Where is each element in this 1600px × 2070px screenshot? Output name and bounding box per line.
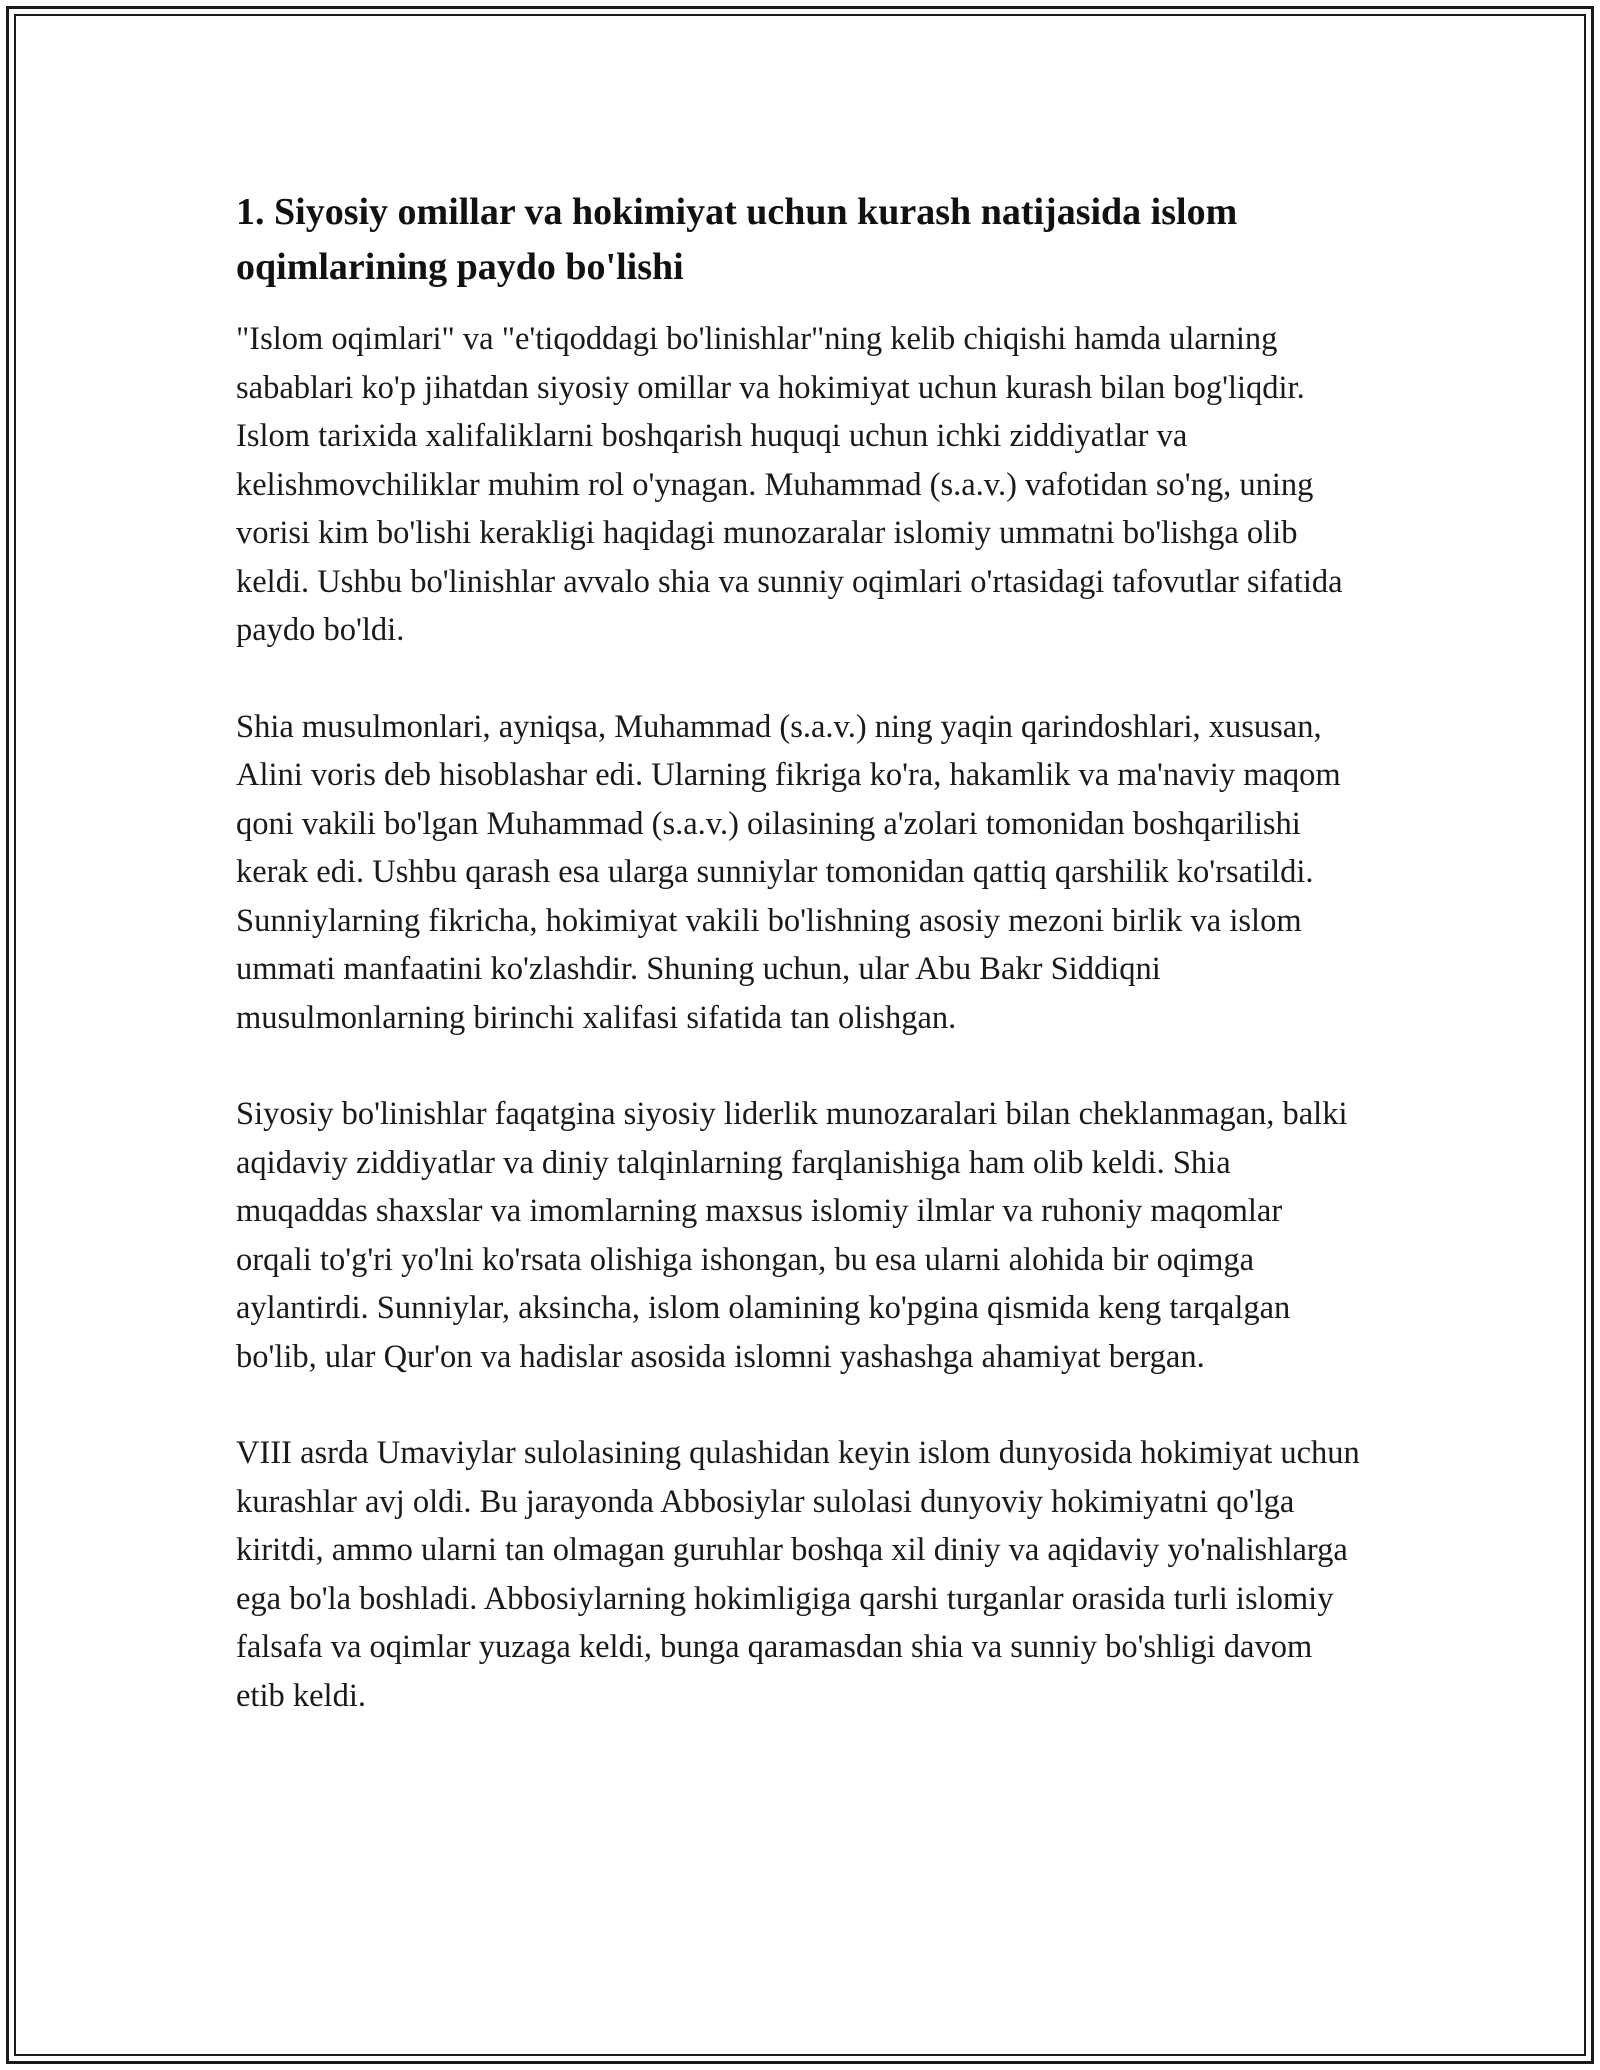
paragraph-3: Siyosiy bo'linishlar faqatgina siyosiy liderlik munozaralari bilan cheklanmagan, balki aqidaviy ziddiyatlar va diniy talqinlarning farqlanishiga ham olib keldi. Shia muqaddas shaxslar va imomlarning maxsus islomiy ilmlar va ruhoniy maqomlar orqali to'g'ri yo'lni ko'rsata olishiga ishongan, bu esa ularni alohida bir oqimga aylantirdi. Sunniylar, aksincha, islom olamining ko'pgina qismida keng tarqalgan bo'lib, ular Qur'on va hadislar asosida islomni yashashga ahamiyat bergan.	[236, 1096, 1348, 1375]
paragraph-4: VIII asrda Umaviylar sulolasining qulashidan keyin islom dunyosida hokimiyat uchun kurashlar avj oldi. Bu jarayonda Abbosiylar sulolasi dunyoviy hokimiyatni qo'lga kiritdi, ammo ularni tan olmagan guruhlar boshqa xil diniy va aqidaviy yo'nalishlarga ega bo'la boshladi. Abbosiylarning hokimligiga qarshi turganlar orasida turli islomiy falsafa va oqimlar yuzaga keldi, bunga qaramasdan shia va sunniy bo'shligi davom etib keldi.	[236, 1435, 1360, 1714]
paragraph-1: "Islom oqimlari" va "e'tiqoddagi bo'linishlar"ning kelib chiqishi hamda ularning sabablari ko'p jihatdan siyosiy omillar va hokimiyat uchun kurash bilan bog'liqdir. Islom tarixida xalifaliklarni boshqarish huquqi uchun ichki ziddiyatlar va kelishmovchiliklar muhim rol o'ynagan. Muhammad (s.a.v.) vafotidan so'ng, uning vorisi kim bo'lishi kerakligi haqidagi munozaralar islomiy ummatni bo'lishga olib keldi. Ushbu bo'linishlar avvalo shia va sunniy oqimlari o'rtasidagi tafovutlar sifatida paydo bo'ldi.	[236, 321, 1343, 648]
section-heading: 1. Siyosiy omillar va hokimiyat uchun kurash natijasida islom oqimlarining paydo bo'lishi	[236, 191, 1238, 288]
paragraph-2: Shia musulmonlari, ayniqsa, Muhammad (s.a.v.) ning yaqin qarindoshlari, xususan, Alini voris deb hisoblashar edi. Ularning fikriga ko'ra, hakamlik va ma'naviy maqom qoni vakili bo'lgan Muhammad (s.a.v.) oilasining a'zolari tomonidan boshqarilishi kerak edi. Ushbu qarash esa ularga sunniylar tomonidan qattiq qarshilik ko'rsatildi. Sunniylarning fikricha, hokimiyat vakili bo'lishning asosiy mezoni birlik va islom ummati manfaatini ko'zlashdir. Shuning uchun, ular Abu Bakr Siddiqni musulmonlarning birinchi xalifasi sifatida tan olishgan.	[236, 708, 1341, 1036]
document-body	[236, 185, 1366, 1768]
